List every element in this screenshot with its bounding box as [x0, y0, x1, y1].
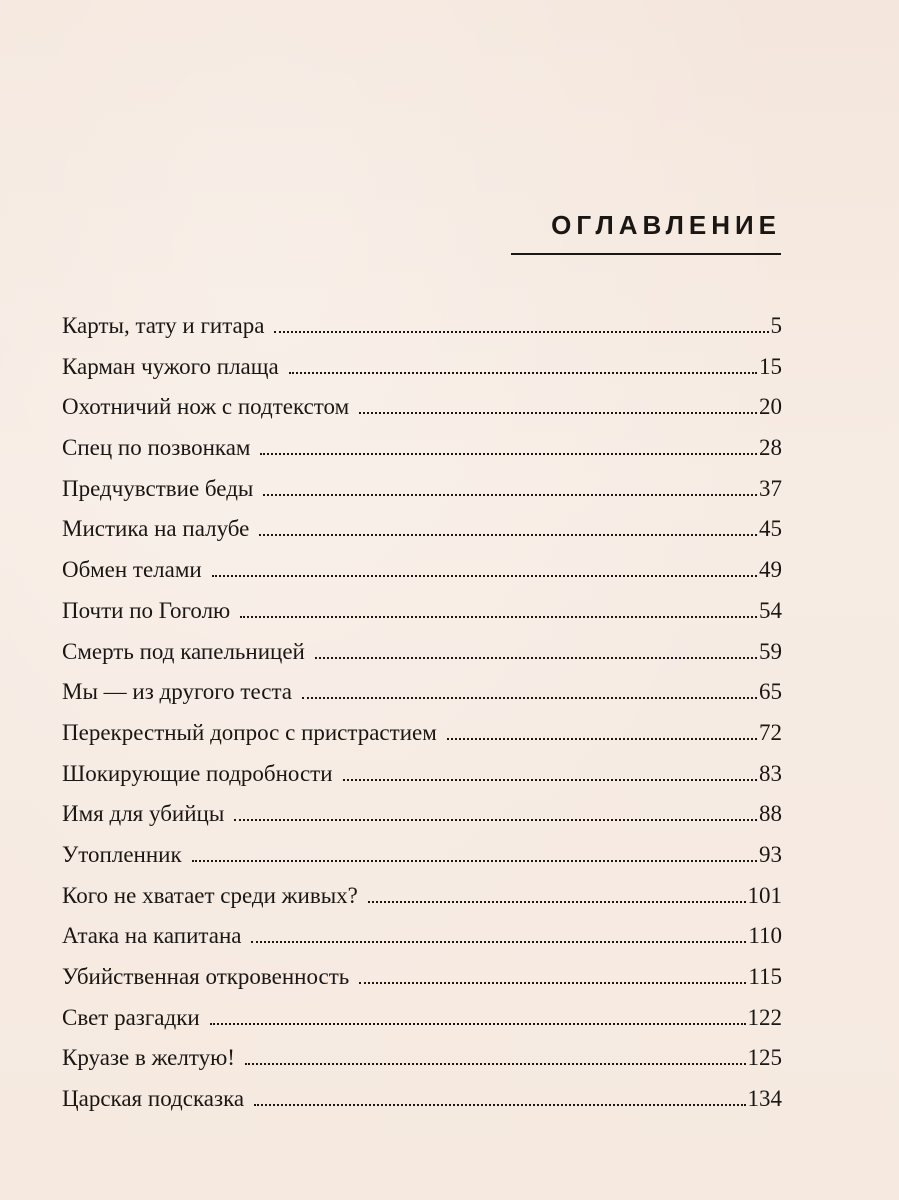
dot-leader: [234, 819, 757, 821]
toc-entry[interactable]: [62, 550, 782, 591]
toc-entry-page: 122: [747, 1004, 782, 1030]
toc-entry[interactable]: [62, 916, 782, 957]
toc-entry-page: 49: [759, 557, 782, 583]
toc-entry-title: Свет разгадки: [62, 1004, 200, 1030]
toc-entry-page: 59: [759, 638, 782, 664]
dot-leader: [343, 779, 757, 781]
toc-entry[interactable]: [62, 713, 782, 754]
heading-underline: [511, 253, 781, 255]
toc-entry[interactable]: [62, 591, 782, 632]
toc-entry-page: 45: [759, 516, 782, 542]
toc-entry[interactable]: [62, 998, 782, 1039]
toc-entry-page: 65: [759, 679, 782, 705]
toc-entry-page: 54: [759, 597, 782, 623]
toc-entry-page: 20: [759, 394, 782, 420]
toc-entry-page: 115: [748, 964, 782, 989]
toc-entry-title: Почти по Гоголю: [62, 597, 231, 623]
toc-entry-title: Шокирующие подробности: [62, 760, 333, 786]
toc-entry-page: 101: [747, 882, 782, 908]
toc-entry-title: Кого не хватает среди живых?: [62, 882, 358, 908]
dot-leader: [212, 575, 757, 577]
dot-leader: [274, 331, 768, 333]
toc-entry-page: 28: [759, 435, 782, 461]
toc-entry-page: 37: [759, 475, 782, 501]
toc-entry[interactable]: [62, 469, 782, 510]
toc-entry-page: 134: [747, 1086, 782, 1112]
dot-leader: [254, 1104, 745, 1106]
toc-entry[interactable]: [62, 794, 782, 835]
dot-leader: [210, 1023, 746, 1025]
toc-entry-title: Карты, тату и гитара: [62, 313, 265, 338]
contents-header: [511, 210, 781, 255]
toc-entry-page: 93: [759, 841, 782, 867]
toc-entry-title: Смерть под капельницей: [62, 638, 305, 664]
toc-entry[interactable]: [62, 672, 782, 713]
dot-leader: [192, 860, 757, 862]
toc-entry-title: Утопленник: [62, 841, 182, 867]
toc-entry[interactable]: [62, 387, 782, 428]
dot-leader: [245, 1063, 746, 1065]
toc-entry-title: Имя для убийцы: [62, 801, 225, 827]
toc-entry-page: 72: [759, 719, 782, 745]
dot-leader: [263, 494, 757, 496]
toc-entry-title: Царская подсказка: [62, 1086, 245, 1112]
toc-entry-title: Перекрестный допрос с пристрастием: [62, 719, 437, 745]
toc-entry-page: 125: [747, 1045, 782, 1071]
toc-entry-title: Круазе в желтую!: [62, 1045, 235, 1071]
dot-leader: [315, 657, 757, 659]
toc-entry-page: 5: [770, 313, 782, 338]
toc-entry-page: 83: [759, 760, 782, 786]
toc-entry[interactable]: [62, 754, 782, 795]
toc-entry-title: Предчувствие беды: [62, 475, 254, 501]
toc-entry-title: Охотничий нож с подтекстом: [62, 394, 350, 420]
dot-leader: [240, 616, 757, 618]
dot-leader: [302, 697, 757, 699]
table-of-contents: [62, 306, 782, 1120]
toc-entry[interactable]: [62, 632, 782, 673]
dot-leader: [289, 372, 757, 374]
dot-leader: [368, 901, 746, 903]
dot-leader: [260, 453, 757, 455]
toc-entry-title: Атака на капитана: [62, 923, 242, 949]
dot-leader: [359, 412, 757, 414]
toc-entry[interactable]: [62, 509, 782, 550]
toc-entry[interactable]: [62, 347, 782, 388]
toc-entry-title: Убийственная откровенность: [62, 964, 350, 989]
toc-entry-page: 88: [759, 801, 782, 827]
dot-leader: [259, 534, 757, 536]
page-title: ОГЛАВЛЕНИЕ: [551, 210, 781, 240]
dot-leader: [359, 982, 746, 984]
toc-entry[interactable]: [62, 428, 782, 469]
toc-entry[interactable]: [62, 876, 782, 917]
toc-entry[interactable]: [62, 835, 782, 876]
toc-entry[interactable]: [62, 306, 782, 347]
toc-entry-title: Мы — из другого теста: [62, 679, 292, 705]
toc-entry-title: Мистика на палубе: [62, 516, 250, 542]
toc-entry[interactable]: [62, 957, 782, 998]
toc-entry-title: Обмен телами: [62, 557, 202, 583]
toc-entry-page: 110: [748, 923, 782, 949]
dot-leader: [447, 738, 757, 740]
toc-entry[interactable]: [62, 1079, 782, 1120]
toc-entry-title: Карман чужого плаща: [62, 353, 279, 379]
toc-entry[interactable]: [62, 1038, 782, 1079]
toc-entry-title: Спец по позвонкам: [62, 435, 251, 461]
dot-leader: [251, 941, 746, 943]
toc-entry-page: 15: [759, 353, 782, 379]
